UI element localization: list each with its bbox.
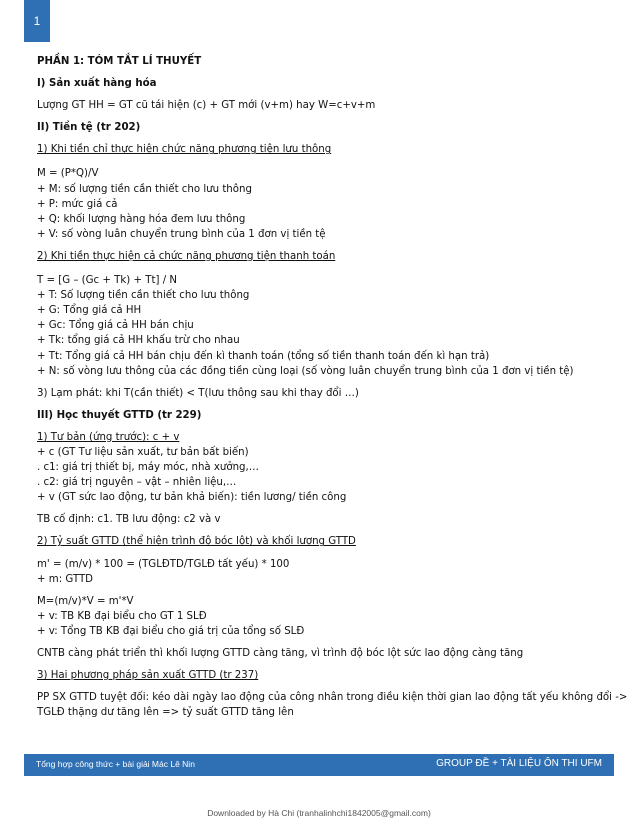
text-line: + N: số vòng lưu thông của các đồng tiền cùng loại (số vòng luân chuyển trung bình của 1 đơn vị tiền tệ) bbox=[37, 365, 574, 377]
section-heading: II) Tiền tệ (tr 202) bbox=[37, 122, 141, 134]
text-line: 3) Lạm phát: khi T(cần thiết) < T(lưu thông sau khi thay đổi …) bbox=[37, 387, 359, 399]
text-line: + V: số vòng luân chuyển trung bình của 1 đơn vị tiền tệ bbox=[37, 228, 326, 240]
subsection-heading: 1) Tư bản (ứng trước): c + v bbox=[37, 431, 180, 443]
section-heading: I) Sản xuất hàng hóa bbox=[37, 78, 157, 90]
text-line: TB cố định: c1. TB lưu động: c2 và v bbox=[37, 514, 221, 526]
text-line: T = [G – (Gc + Tk) + Tt] / N bbox=[37, 275, 177, 287]
page-number-badge bbox=[24, 0, 50, 42]
footer-left-text: Tổng hợp công thức + bài giải Mác Lê Nin bbox=[36, 759, 195, 769]
section-heading: III) Học thuyết GTTD (tr 229) bbox=[37, 409, 202, 421]
text-line: M=(m/v)*V = m'*V bbox=[37, 595, 134, 607]
text-line: + v (GT sức lao động, tư bản khả biến): tiền lương/ tiền công bbox=[37, 492, 347, 504]
subsection-heading: 1) Khi tiền chỉ thực hiện chức năng phương tiện lưu thông bbox=[37, 144, 332, 156]
text-line: + Tt: Tổng giá cả HH bán chịu đến kì thanh toán (tổng số tiền thanh toán đến kì hạn trả) bbox=[37, 350, 490, 362]
text-line: + v: Tổng TB KB đại biểu cho giá trị của tổng số SLĐ bbox=[37, 625, 305, 637]
text-line: . c1: giá trị thiết bị, máy móc, nhà xưởng,… bbox=[37, 462, 259, 474]
text-line: + c (GT Tư liệu sản xuất, tư bản bất biến) bbox=[37, 446, 249, 458]
text-line: CNTB càng phát triển thì khối lượng GTTD càng tăng, vì trình độ bóc lột sức lao động càng tăng bbox=[37, 648, 524, 659]
download-note: Downloaded by Hà Chi (tranhalinhchi1842005@gmail.com) bbox=[207, 808, 431, 818]
page-number: 1 bbox=[33, 14, 41, 28]
text-line: M = (P*Q)/V bbox=[37, 168, 99, 180]
text-line: PP SX GTTD tuyệt đối: kéo dài ngày lao động của công nhân trong điều kiện thời gian lao động tất yếu không đổi -> bbox=[37, 692, 628, 704]
text-line: + Q: khối lượng hàng hóa đem lưu thông bbox=[37, 213, 246, 225]
text-line: Lượng GT HH = GT cũ tái hiện (c) + GT mới (v+m) hay W=c+v+m bbox=[37, 100, 376, 112]
subsection-heading: 3) Hai phương pháp sản xuất GTTD (tr 237) bbox=[37, 670, 259, 682]
subsection-heading: 2) Tỷ suất GTTD (thể hiện trình độ bóc lột) và khối lượng GTTD bbox=[37, 536, 356, 548]
subsection-heading: 2) Khi tiền thực hiện cả chức năng phương tiện thanh toán bbox=[37, 250, 336, 262]
footer-right-text: GROUP ĐỀ + TÀI LIỆU ÔN THI UFM bbox=[436, 758, 602, 769]
section-heading: PHẦN 1: TÓM TẮT LÍ THUYẾT bbox=[37, 56, 202, 67]
text-line: + Tk: tổng giá cả HH khấu trừ cho nhau bbox=[37, 335, 240, 347]
text-line: m' = (m/v) * 100 = (TGLĐTD/TGLĐ tất yếu) * 100 bbox=[37, 558, 290, 570]
text-line: + Gc: Tổng giá cả HH bán chịu bbox=[37, 320, 194, 332]
text-line: + G: Tổng giá cả HH bbox=[37, 305, 142, 317]
footer-bar bbox=[24, 754, 614, 776]
text-line: TGLĐ thặng dư tăng lên => tỷ suất GTTD tăng lên bbox=[37, 707, 294, 719]
text-line: . c2: giá trị nguyên – vật – nhiên liệu,… bbox=[37, 477, 237, 489]
text-line: + m: GTTD bbox=[37, 573, 94, 585]
text-line: + v: TB KB đại biểu cho GT 1 SLĐ bbox=[37, 610, 207, 622]
text-line: + P: mức giá cả bbox=[37, 198, 118, 210]
document-body bbox=[37, 54, 628, 720]
text-line: + M: số lượng tiền cần thiết cho lưu thông bbox=[37, 183, 252, 195]
text-line: + T: Số lượng tiền cần thiết cho lưu thông bbox=[37, 290, 250, 302]
